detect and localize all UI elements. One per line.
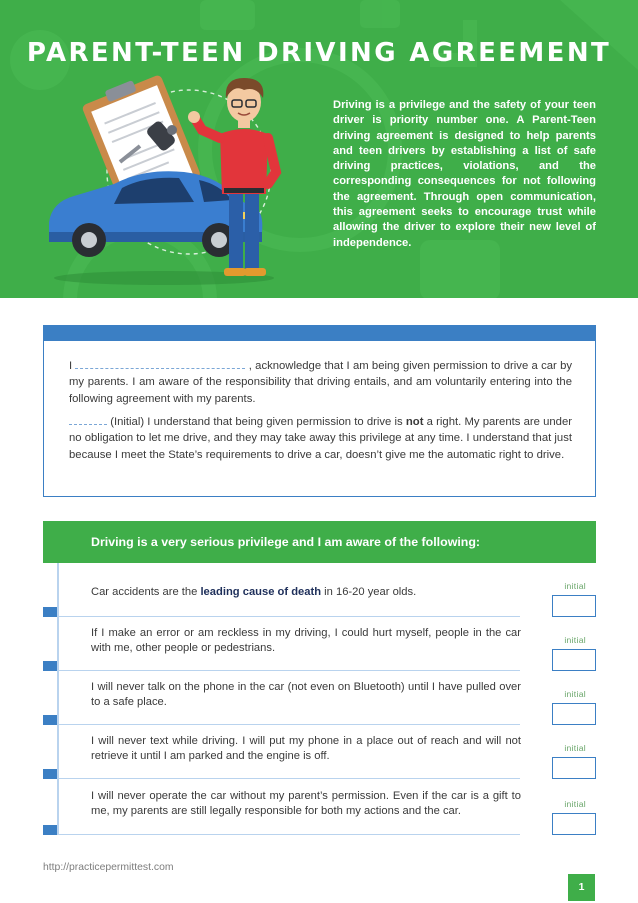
initial-input-box[interactable] — [552, 703, 596, 725]
item-text-part: I will never text while driving. I will put my phone in a place out of reach and will not retrieve it until I am parked and the engine is off. — [91, 735, 521, 763]
item-text-part: Car accidents are the — [91, 586, 201, 598]
privilege-item — [43, 725, 596, 779]
agreement-box — [43, 325, 596, 497]
privilege-item — [43, 563, 596, 617]
item-marker — [43, 607, 57, 617]
item-marker — [43, 769, 57, 779]
item-text-part: I will never operate the car without my parent’s permission. Even if the car is a gift to me, my parents are still legally responsible for both my actions and the car. — [91, 790, 521, 818]
agreement-p2-text-before: (Initial) I understand that being given permission to drive is — [110, 416, 403, 428]
initial-input-box[interactable] — [552, 757, 596, 779]
privilege-item-text — [91, 789, 521, 820]
agreement-paragraph-2 — [69, 414, 572, 463]
initial-label: initial — [564, 689, 586, 699]
intro-paragraph: Driving is a privilege and the safety of your teen driver is priority number one. A Parent-Teen driving agreement is designed to help parents and teen drivers by establishing a list of safe driving practices, violations, and the corresponding consequences for not following the agreement. Through open communication, this agreement seeks to encourage trust while allowing the driver to explore their new level of independence. — [333, 99, 596, 249]
item-marker — [43, 661, 57, 671]
agreement-p1-text: , acknowledge that I am being given permission to drive a car by my parents. I am aware of the responsibility that driving entails, and am voluntarily entering into the following agreement with my parents. — [69, 360, 573, 405]
initial-blank-field[interactable] — [69, 414, 107, 425]
privilege-item — [43, 617, 596, 671]
page-number-badge: 1 — [568, 874, 595, 901]
agreement-p2-text-after: a right. My parents are under no obligation to let me drive, and they may take away this privilege at any time. I understand that just because I meet the State’s requirements to drive a car, doesn’t give me the automatic right to drive. — [69, 416, 572, 461]
agreement-box-header-bar — [44, 326, 595, 341]
agreement-pronoun: I — [69, 360, 73, 372]
privilege-heading: Driving is a very serious privilege and I am aware of the following: — [91, 535, 481, 549]
item-text-part: I will never talk on the phone in the car (not even on Bluetooth) until I have pulled over to a safe place. — [91, 681, 521, 709]
privilege-item — [43, 781, 596, 835]
footer-url-link[interactable]: http://practicepermittest.com — [43, 862, 174, 873]
item-text-part: If I make an error or am reckless in my driving, I could hurt myself, people in the car with me, other people or pedestrians. — [91, 627, 521, 655]
item-text-emphasis: leading cause of death — [200, 586, 322, 598]
privilege-item — [43, 671, 596, 725]
item-divider — [57, 834, 520, 835]
initial-label: initial — [564, 743, 586, 753]
item-marker — [43, 715, 57, 725]
header-banner — [0, 0, 638, 298]
initial-label: initial — [564, 635, 586, 645]
agreement-paragraph-1 — [69, 358, 572, 407]
item-divider — [57, 778, 520, 779]
agreement-p2-emphasis: not — [405, 416, 424, 428]
privilege-item-text — [91, 626, 521, 657]
initial-label: initial — [564, 581, 586, 591]
item-marker — [43, 825, 57, 835]
name-blank-field[interactable] — [75, 358, 245, 369]
privilege-item-text — [91, 585, 521, 600]
page-title: PARENT-TEEN DRIVING AGREEMENT — [26, 38, 612, 68]
privilege-section-header — [43, 521, 596, 563]
initial-input-box[interactable] — [552, 813, 596, 835]
privilege-item-text — [91, 680, 521, 711]
privilege-item-text — [91, 734, 521, 765]
initial-input-box[interactable] — [552, 649, 596, 671]
teen-driver-illustration — [44, 72, 304, 290]
initial-label: initial — [564, 799, 586, 809]
initial-input-box[interactable] — [552, 595, 596, 617]
item-text-part: in 16-20 year olds. — [321, 586, 417, 598]
